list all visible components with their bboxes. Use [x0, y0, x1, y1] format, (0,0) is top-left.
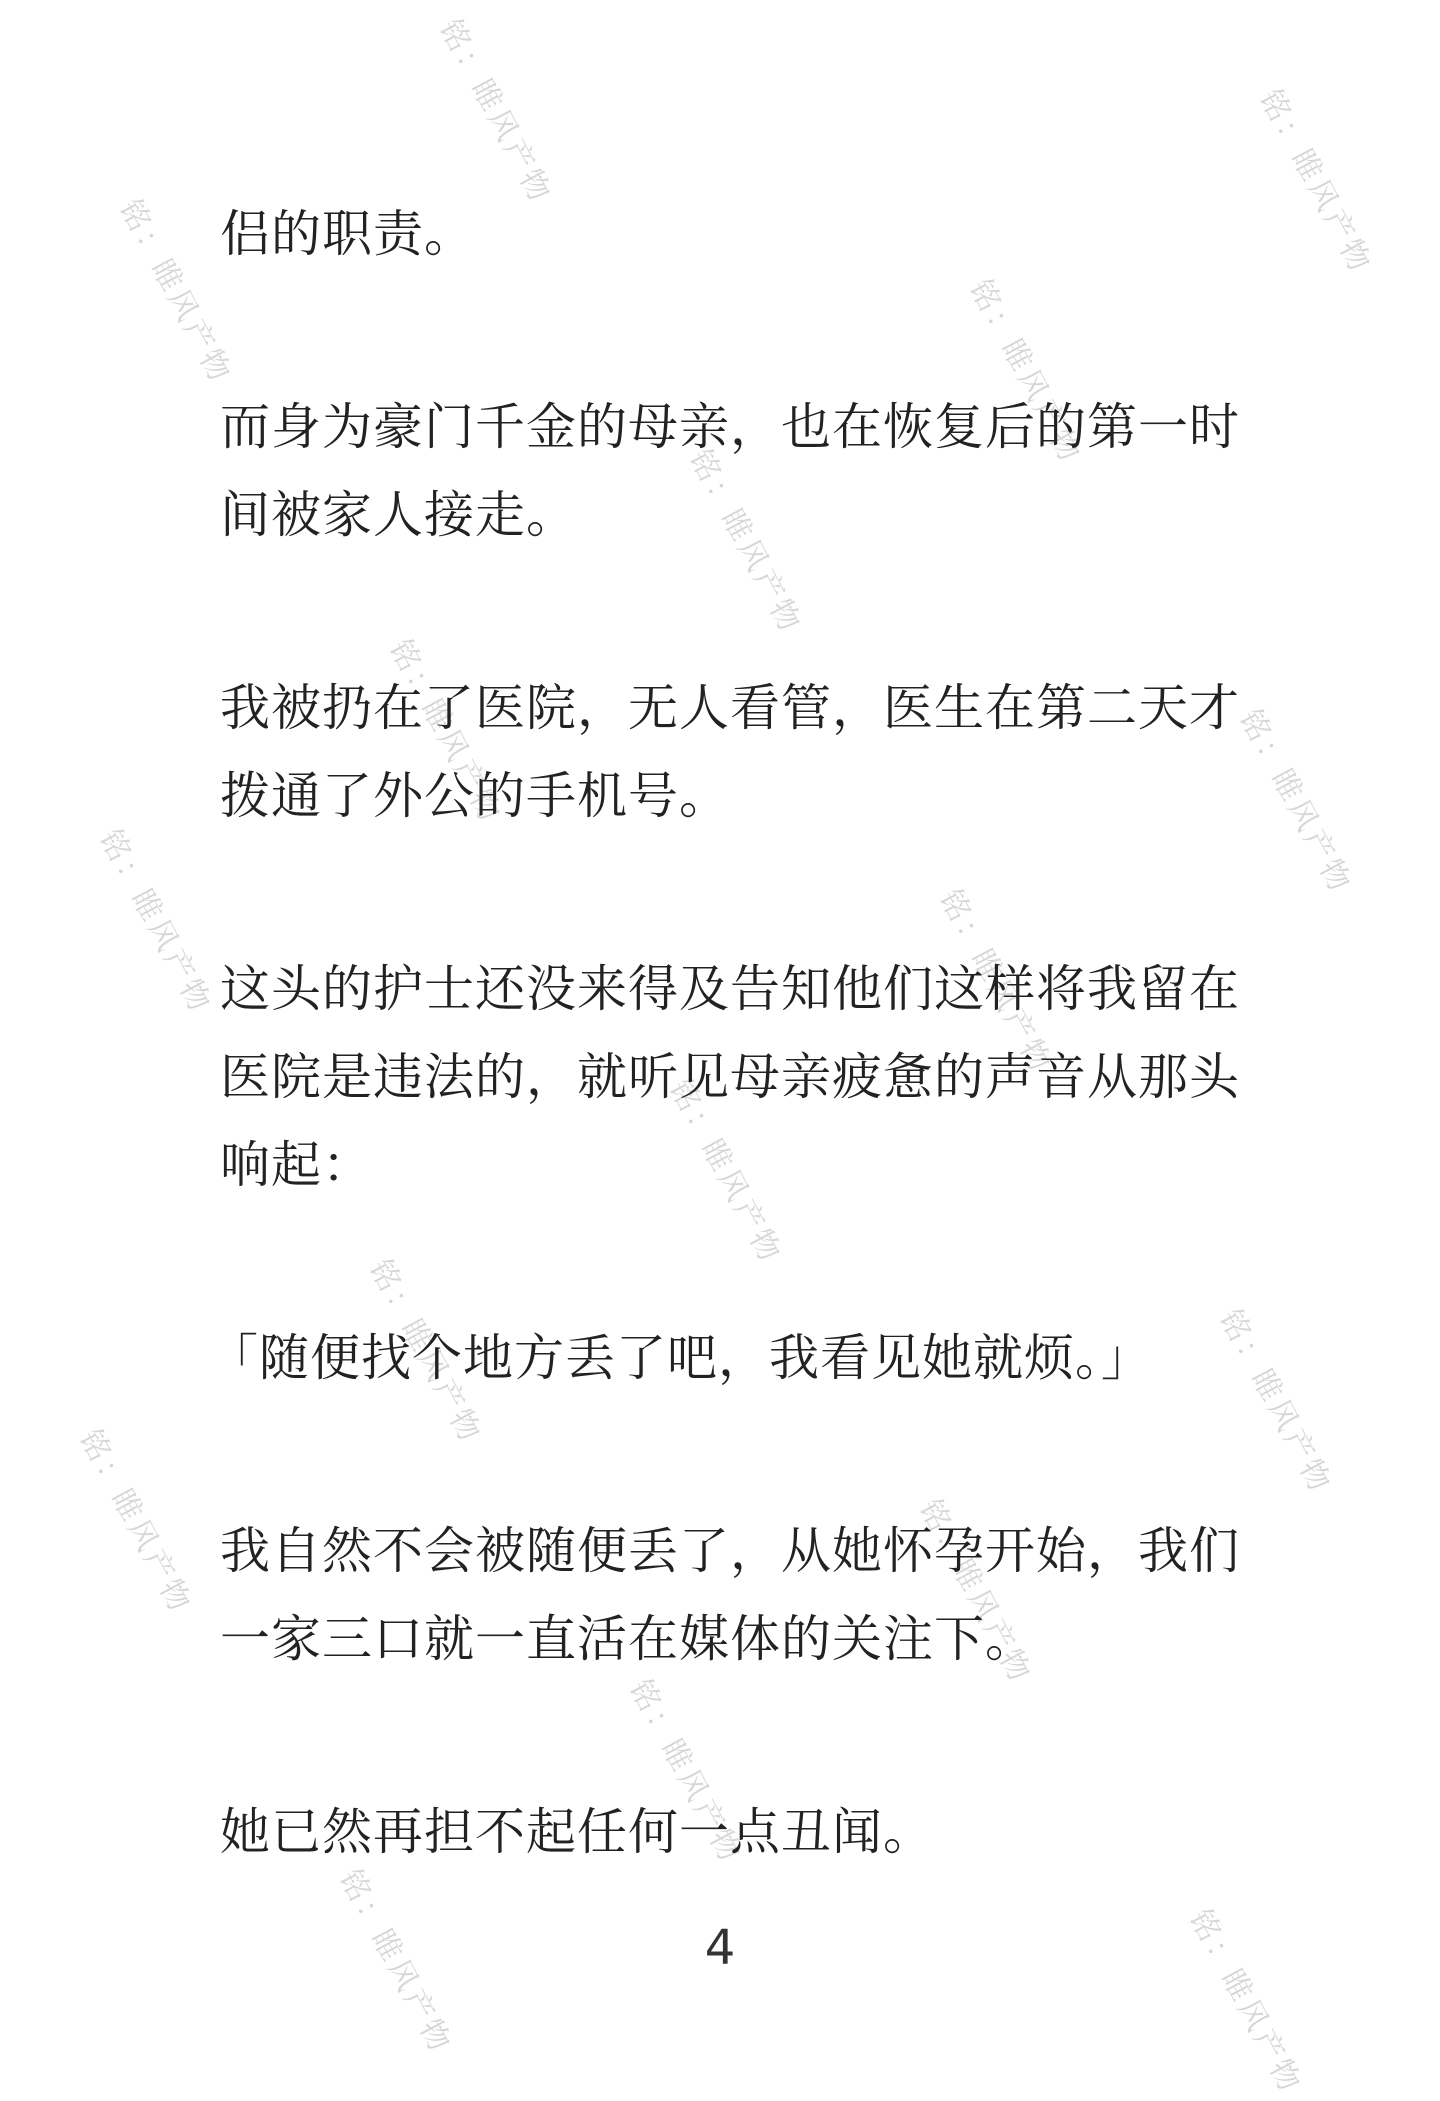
paragraph: 这头的护士还没来得及告知他们这样将我留在医院是违法的，就听见母亲疲惫的声音从那头响起： — [220, 960, 1240, 1194]
watermark: 铭：睢风产物 — [92, 823, 219, 1021]
watermark: 铭：睢风产物 — [662, 1073, 789, 1271]
page-number: 4 — [704, 1920, 736, 1976]
watermark: 铭：睢风产物 — [1182, 1903, 1309, 2101]
watermark: 铭：睢风产物 — [1232, 703, 1359, 901]
watermark: 铭：睢风产物 — [362, 1253, 489, 1451]
watermark: 铭：睢风产物 — [932, 883, 1059, 1081]
watermark: 铭：睢风产物 — [962, 273, 1089, 471]
watermark: 铭：睢风产物 — [112, 193, 239, 391]
paragraph: 侣的职责。 — [220, 205, 475, 263]
watermark: 铭：睢风产物 — [432, 13, 559, 211]
paragraph: 我被扔在了医院，无人看管，医生在第二天才拨通了外公的手机号。 — [220, 679, 1240, 825]
watermark: 铭：睢风产物 — [912, 1493, 1039, 1691]
paragraph: 而身为豪门千金的母亲，也在恢复后的第一时间被家人接走。 — [220, 398, 1240, 544]
body-text — [208, 190, 1240, 1981]
watermark: 铭：睢风产物 — [622, 1673, 749, 1871]
watermark: 铭：睢风产物 — [382, 633, 509, 831]
watermark: 铭：睢风产物 — [72, 1423, 199, 1621]
watermark: 铭：睢风产物 — [1212, 1303, 1339, 1501]
paragraph: 我自然不会被随便丢了，从她怀孕开始，我们一家三口就一直活在媒体的关注下。 — [220, 1522, 1240, 1668]
quote-paragraph: 「随便找个地方丢了吧，我看见她就烦。」 — [208, 1329, 1152, 1387]
paragraph: 她已然再担不起任何一点丑闻。 — [220, 1803, 934, 1861]
watermark: 铭：睢风产物 — [682, 443, 809, 641]
watermark: 铭：睢风产物 — [1252, 83, 1379, 281]
watermark: 铭：睢风产物 — [332, 1863, 459, 2061]
